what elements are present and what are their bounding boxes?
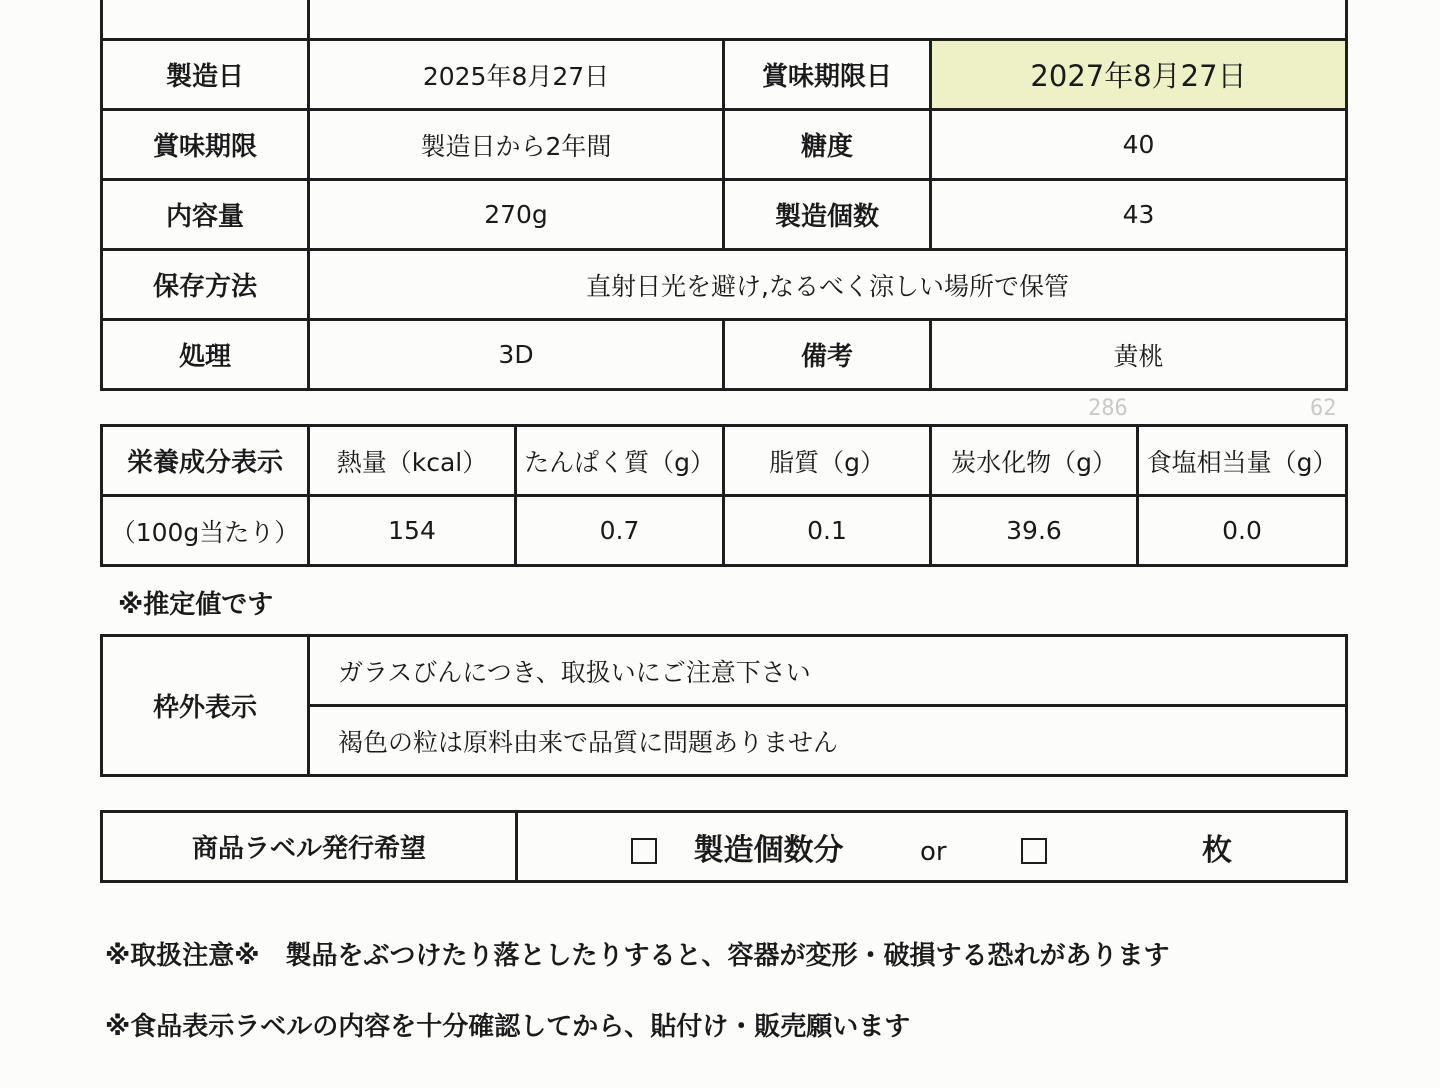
estimate-note: ※推定値です [118,590,274,620]
nutrition-protein-value: 0.7 [516,496,724,566]
sheet-unit: 枚 [1201,832,1232,868]
nutrition-basis: （100g当たり） [102,496,309,566]
label-request-options [517,812,1347,882]
processing-value: 3D [309,320,724,390]
faint-number-b: 62 [1310,396,1337,421]
remarks-value: 黄桃 [931,320,1347,390]
nutrition-energy-value: 154 [309,496,516,566]
sugar-content-value: 40 [931,110,1347,180]
shelf-life-label: 賞味期限 [102,110,309,180]
nutrition-fat-value: 0.1 [724,496,931,566]
nutrition-title: 栄養成分表示 [102,426,309,496]
manufacture-date-value: 2025年8月27日 [309,40,724,110]
nutrition-carbohydrate-value: 39.6 [931,496,1138,566]
sugar-content-label: 糖度 [724,110,931,180]
best-before-date-label: 賞味期限日 [724,40,931,110]
outside-frame-line-2: 褐色の粒は原料由来で品質に問題ありません [309,706,1347,776]
label-check-note: ※食品表示ラベルの内容を十分確認してから、貼付け・販売願います [105,1012,911,1042]
label-request-table [100,810,1348,883]
nutrition-header-row [102,426,1347,496]
nutrition-salt-value: 0.0 [1138,496,1347,566]
production-count-option: 製造個数分 [693,832,844,868]
nutrition-col-energy: 熱量（kcal） [309,426,516,496]
nutrition-col-carbohydrate: 炭水化物（g） [931,426,1138,496]
label-request-label: 商品ラベル発行希望 [102,812,517,882]
outside-frame-table [100,634,1348,777]
net-content-label: 内容量 [102,180,309,250]
nutrition-values-row [102,496,1347,566]
outside-frame-line-1: ガラスびんにつき、取扱いにご注意下さい [309,636,1347,706]
shelf-life-value: 製造日から2年間 [309,110,724,180]
table-row [102,110,1347,180]
nutrition-table [100,424,1348,567]
manufacture-date-label: 製造日 [102,40,309,110]
table-row [102,250,1347,320]
product-info-table [100,0,1348,391]
table-row [102,40,1347,110]
nutrition-col-protein: たんぱく質（g） [516,426,724,496]
storage-method-label: 保存方法 [102,250,309,320]
table-row [102,180,1347,250]
table-row [102,812,1347,882]
production-count-label: 製造個数 [724,180,931,250]
net-content-value: 270g [309,180,724,250]
storage-method-value: 直射日光を避け,なるべく涼しい場所で保管 [309,250,1347,320]
cut-off-text-line [105,1062,1005,1088]
table-row [102,320,1347,390]
handling-note: ※取扱注意※ 製品をぶつけたり落としたりすると、容器が変形・破損する恐れがあります [105,941,1170,971]
production-count-value: 43 [931,180,1347,250]
custom-count-checkbox[interactable] [1021,838,1047,864]
nutrition-col-salt: 食塩相当量（g） [1138,426,1347,496]
outside-frame-label: 枠外表示 [102,636,309,776]
processing-label: 処理 [102,320,309,390]
blank-cell [309,0,1347,40]
or-text: or [919,836,947,867]
table-row-top-partial [102,0,1347,40]
best-before-date-value: 2027年8月27日 [931,40,1347,110]
table-row [102,636,1347,706]
faint-number-a: 286 [1088,396,1128,421]
remarks-label: 備考 [724,320,931,390]
production-count-checkbox[interactable] [631,838,657,864]
nutrition-col-fat: 脂質（g） [724,426,931,496]
blank-cell [102,0,309,40]
